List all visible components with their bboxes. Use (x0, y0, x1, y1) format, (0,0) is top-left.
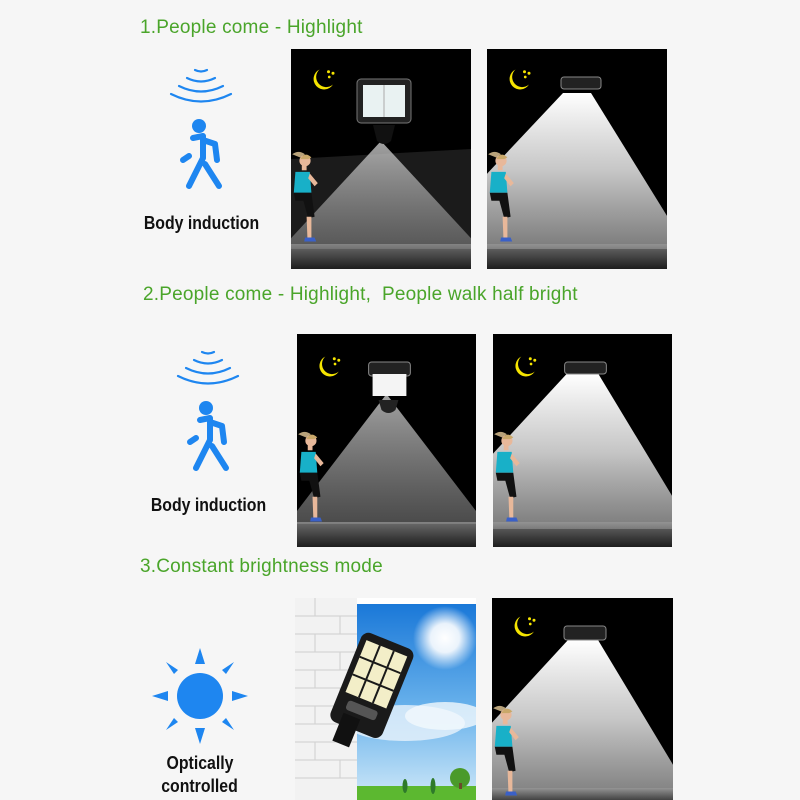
feature-optically-controlled (135, 648, 265, 798)
motion-sensor-walker-icon (161, 64, 241, 194)
sun-icon (152, 648, 248, 744)
feature-label: Body induction (150, 495, 266, 515)
scene-panel-bright (493, 334, 672, 547)
scene-panel-dim (291, 49, 471, 269)
scene-panel-daytime (295, 598, 476, 800)
scene-panel-half (297, 334, 476, 547)
scene-panel-bright (487, 49, 667, 269)
feature-label-line-2: controlled (161, 776, 239, 796)
motion-sensor-walker-icon (168, 346, 248, 476)
section-1-heading: 1.People come - Highlight (140, 17, 363, 38)
section-2-heading: 2.People come - Highlight, People walk half bright (143, 284, 578, 305)
feature-body-induction-2 (143, 346, 273, 517)
section-3-heading: 3.Constant brightness mode (140, 556, 383, 577)
scene-panel-bright (492, 598, 673, 800)
feature-label-line-1: Optically (166, 753, 234, 773)
feature-label: Body induction (143, 213, 259, 233)
feature-body-induction-1 (136, 64, 266, 235)
